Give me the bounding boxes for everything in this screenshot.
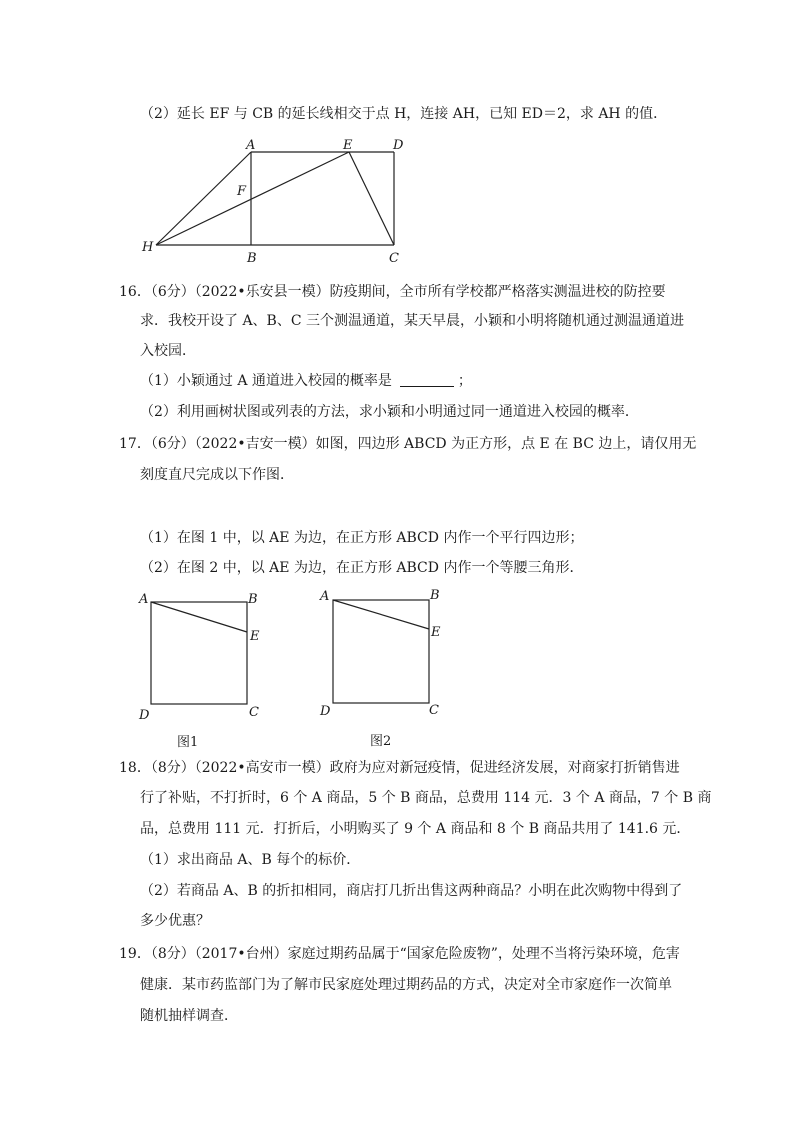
fig2-label-D: D: [320, 704, 331, 719]
q16-part1: [140, 371, 472, 391]
q16-part2: （2）利用画树状图或列表的方法，求小颖和小明通过同一通道进入校园的概率．: [140, 404, 639, 420]
fig1-label-D: D: [139, 708, 150, 723]
q18-line3: 品，总费用 111 元．打折后，小明购买了 9 个 A 商品和 8 个 B 商品共用了 141.6 元．: [140, 821, 691, 837]
q18-line2: 行了补贴，不打折时，6 个 A 商品，5 个 B 商品，总费用 114 元．3 个 A 商品，7 个 B 商: [140, 790, 712, 806]
q15-line-HE: [156, 152, 349, 245]
fig2-caption: 图2: [370, 734, 392, 749]
fig1-caption: 图1: [177, 735, 199, 750]
q16-line3: 入校园．: [140, 343, 196, 359]
q15-label-A: A: [246, 138, 256, 153]
q16-part1-end: ；: [457, 373, 472, 389]
q17-line2: 刻度直尺完成以下作图．: [140, 467, 294, 483]
q18-part1: （1）求出商品 A、B 每个的标价．: [140, 852, 361, 868]
q16-line2: 求．我校开设了 A、B、C 三个测温通道，某天早晨，小颖和小明将随机通过测温通道进: [140, 313, 685, 329]
fig1-label-B: B: [248, 592, 258, 607]
fig1-label-A: A: [139, 592, 149, 607]
fig1-label-E: E: [250, 629, 260, 644]
fig1-line-AE: [151, 602, 247, 632]
q19-line2: 健康．某市药监部门为了解市民家庭处理过期药品的方式，决定对全市家庭作一次简单: [140, 977, 672, 993]
q18-line1: 18．（8分）（2022•高安市一模）政府为应对新冠疫情，促进经济发展，对商家打折销售进: [119, 760, 680, 776]
q15-label-F: F: [237, 184, 247, 199]
fig2-label-C: C: [429, 703, 439, 718]
fig2-label-A: A: [320, 589, 330, 604]
q15-label-H: H: [142, 240, 154, 255]
q15-part2: （2）延长 EF 与 CB 的延长线相交于点 H，连接 AH，已知 ED＝2，求 AH 的值．: [140, 106, 668, 122]
q16-line1: 16．（6分）（2022•乐安县一模）防疫期间，全市所有学校都严格落实测温进校的防控要: [119, 284, 666, 300]
fig2-label-B: B: [430, 588, 440, 603]
fig1-label-C: C: [249, 705, 259, 720]
q15-label-C: C: [389, 251, 399, 266]
answer-blank: [400, 372, 454, 387]
q17-part2: （2）在图 2 中，以 AE 为边，在正方形 ABCD 内作一个等腰三角形．: [140, 560, 584, 576]
q15-label-B: B: [247, 251, 257, 266]
q17-line1: 17．（6分）（2022•吉安一模）如图，四边形 ABCD 为正方形，点 E 在 BC 边上，请仅用无: [119, 436, 697, 452]
q15-line-EC: [349, 152, 394, 245]
q16-part1-text: （1）小颖通过 A 通道进入校园的概率是: [140, 373, 392, 389]
q18-part2-line2: 多少优惠？: [140, 913, 210, 929]
fig2-square: [333, 600, 429, 703]
q19-line3: 随机抽样调查．: [140, 1008, 238, 1024]
fig2-line-AE: [333, 600, 429, 629]
q17-part1: （1）在图 1 中，以 AE 为边，在正方形 ABCD 内作一个平行四边形；: [140, 530, 584, 546]
fig2-label-E: E: [431, 625, 441, 640]
q17-figure2: [312, 585, 462, 750]
q15-label-D: D: [393, 138, 404, 153]
q17-figure1: [130, 585, 280, 750]
q15-label-E: E: [343, 138, 353, 153]
q15-figure: [130, 132, 420, 267]
q19-line1: 19．（8分）（2017•台州）家庭过期药品属于“国家危险废物”，处理不当将污染环境，危害: [119, 946, 680, 962]
q18-part2-line1: （2）若商品 A、B 的折扣相同，商店打几折出售这两种商品？小明在此次购物中得到了: [140, 883, 683, 899]
